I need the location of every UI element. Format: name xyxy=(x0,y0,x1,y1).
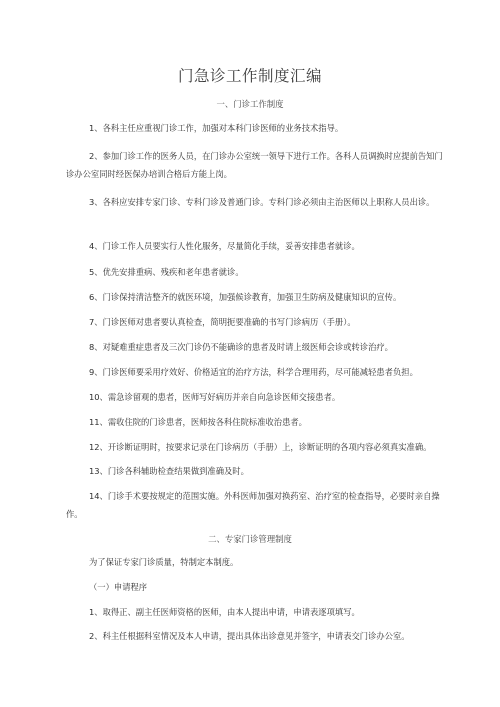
paragraph: 1、取得正、副主任医师资格的医师，由本人提出申请，申请表逐项填写。 xyxy=(89,607,360,617)
paragraph: 2、科主任根据科室情况及本人申请，提出具体出诊意见并签字，申请表交门诊办公室。 xyxy=(89,631,410,641)
paragraph: 3、各科应安排专家门诊、专科门诊及普通门诊。专科门诊必须由主治医师以上职称人员出诊。 xyxy=(89,197,435,207)
subsection-heading: （一）申请程序 xyxy=(89,582,148,592)
paragraph: 1、各科主任应重视门诊工作，加强对本科门诊医师的业务技术指导。 xyxy=(89,123,344,133)
paragraph: 10、需急诊留观的患者，医师写好病历并亲自向急诊医师交接患者。 xyxy=(89,392,341,402)
document-title: 门急诊工作制度汇编 xyxy=(177,67,322,85)
section-heading-2: 二、专家门诊管理制度 xyxy=(208,534,292,544)
paragraph: 11、需收住院的门诊患者，医师按各科住院标准收治患者。 xyxy=(89,417,307,427)
paragraph: 6、门诊保持清洁整齐的就医环境，加强候诊教育，加强卫生防病及健康知识的宣传。 xyxy=(89,292,402,302)
section-heading-1: 一、门诊工作制度 xyxy=(216,99,284,109)
paragraph: 5、优先安排重病、残疾和老年患者就诊。 xyxy=(89,267,244,277)
paragraph: 8、对疑难重症患者及三次门诊仍不能确诊的患者及时请上级医师会诊或转诊治疗。 xyxy=(89,342,393,352)
paragraph: 为了保证专家门诊质量，特制定本制度。 xyxy=(89,557,239,567)
paragraph: 7、门诊医师对患者要认真检查，简明扼要准确的书写门诊病历（手册）。 xyxy=(89,317,356,327)
paragraph: 13、门诊各科辅助检查结果做到准确及时。 xyxy=(89,466,249,476)
paragraph: 9、门诊医师要采用疗效好、价格适宜的治疗方法，科学合理用药，尽可能减轻患者负担。 xyxy=(89,367,418,377)
paragraph: 2、参加门诊工作的医务人员，在门诊办公室统一领导下进行工作。各科人员调换时应提前告知门诊办公室同时经医保办培训合格后方能上岗。 xyxy=(66,151,443,179)
paragraph: 14、门诊手术要按规定的范围实施。外科医师加强对换药室、治疗室的检查指导，必要时亲自操作。 xyxy=(66,491,440,519)
paragraph: 4、门诊工作人员要实行人性化服务，尽量简化手续，妥善安排患者就诊。 xyxy=(89,241,360,251)
paragraph: 12、开诊断证明时，按要求记录在门诊病历（手册）上，诊断证明的各项内容必须真实准确。 xyxy=(89,442,432,452)
